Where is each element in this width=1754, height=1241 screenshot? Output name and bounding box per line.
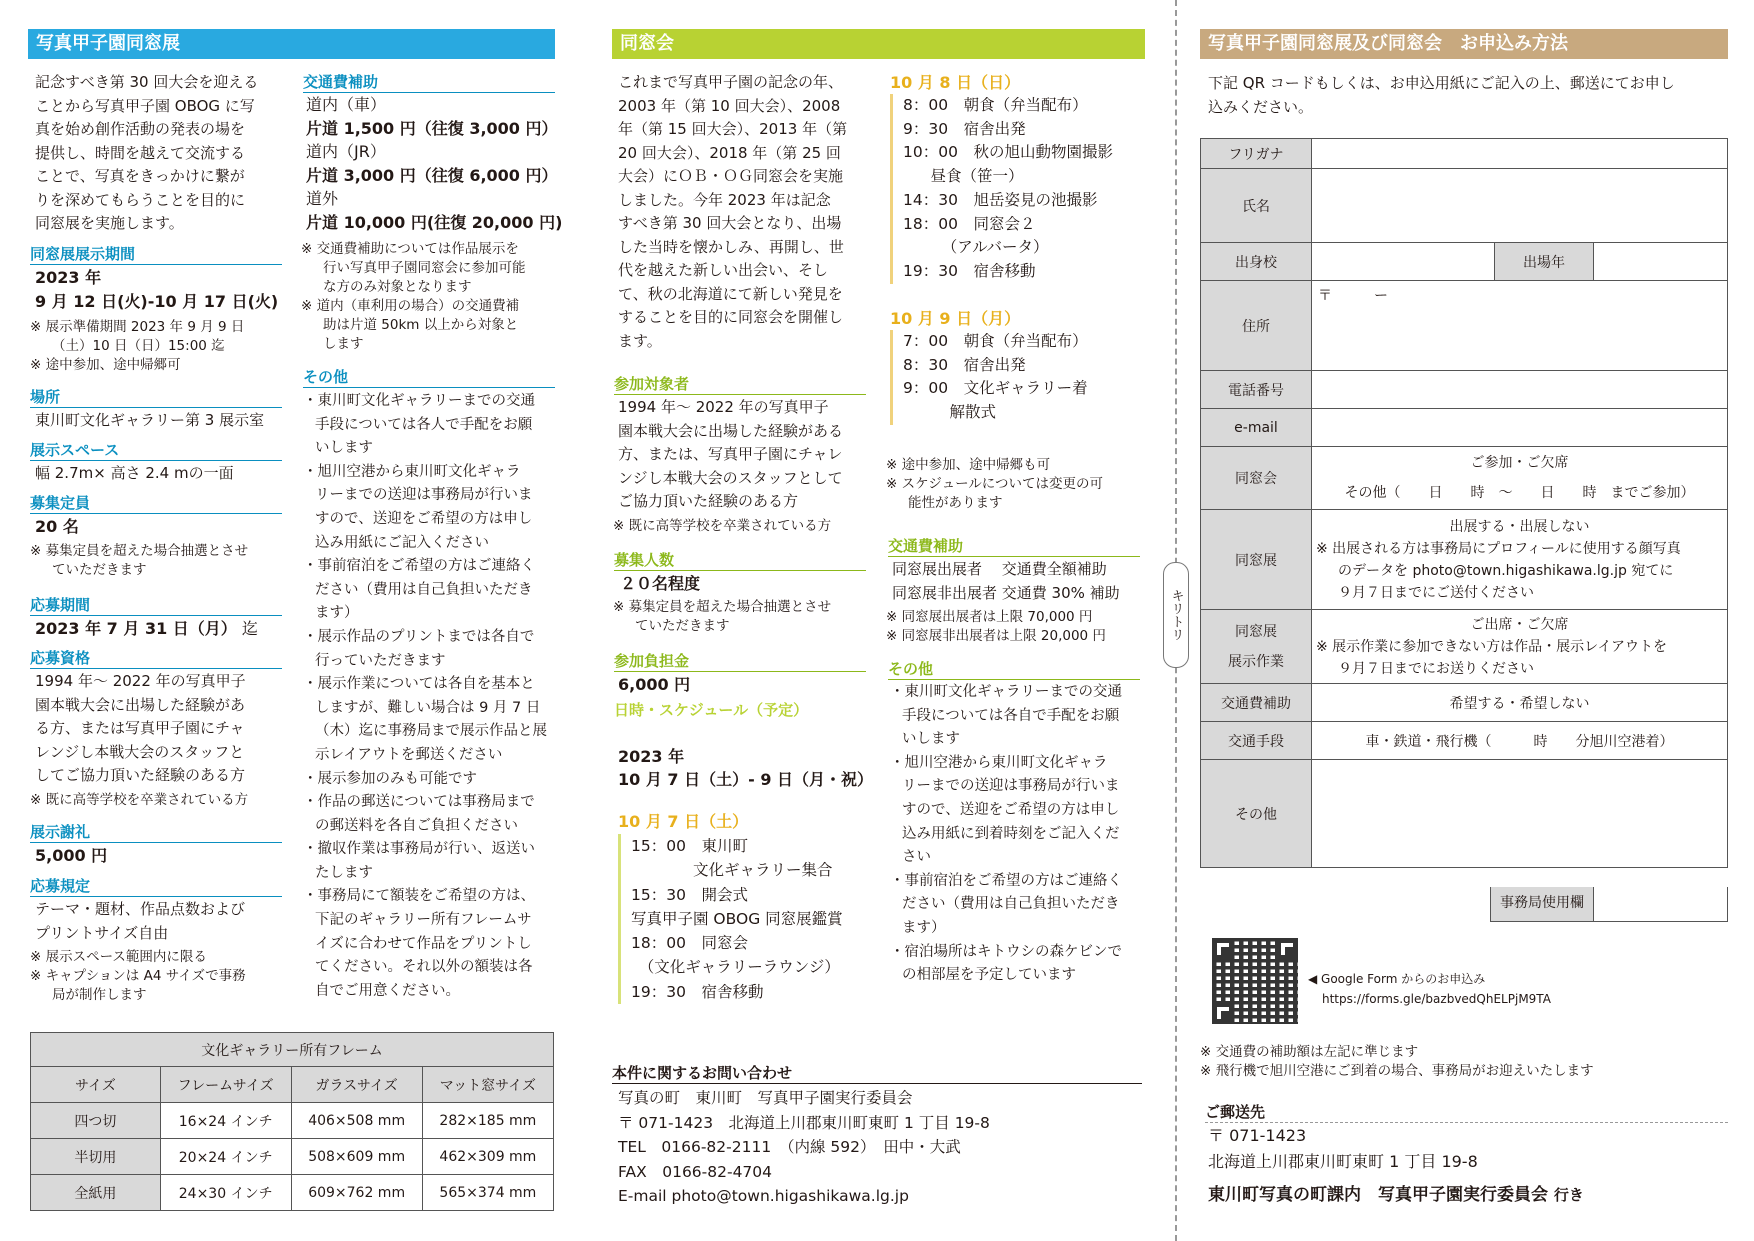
target-line: ご協力頂いた経験のある方 <box>618 492 799 510</box>
table-cell: 508×609 mm <box>291 1139 422 1175</box>
target-text <box>618 396 870 514</box>
trans-options[interactable]: 希望する・希望しない <box>1312 684 1728 722</box>
qr-label: ◀ Google Form からのお申込み <box>1308 972 1486 986</box>
note-line: な方のみ対象となります <box>323 279 472 295</box>
text-line: 手段については各自で手配をお願 <box>902 707 1120 724</box>
frame-col-header: フレームサイズ <box>160 1067 291 1103</box>
period-heading: 同窓展展示期間 <box>30 244 282 265</box>
transport-notes <box>301 240 561 354</box>
work-field[interactable] <box>1312 610 1728 684</box>
period-notes <box>30 318 285 375</box>
transport-item: 道内（車） <box>306 95 387 114</box>
text-line: リーまでの送迎は事務局が行いま <box>902 778 1120 795</box>
other-field[interactable] <box>1312 760 1728 868</box>
text-line: 大会）にＯＢ・ＯＧ同窓会を実施 <box>618 167 844 185</box>
text-line: ・展示作業については各自を基本と <box>303 676 535 693</box>
qualification-text <box>35 670 287 788</box>
text-line: すので、送迎をご希望の方は申し <box>902 801 1120 818</box>
note-line: ※ 道内（車利用の場合）の交通費補 <box>301 298 520 314</box>
place-text: 東川町文化ギャラリー第 3 展示室 <box>35 411 265 429</box>
frame-col-header: サイズ <box>31 1067 161 1103</box>
mail-recipient: 東川町写真の町課内 写真甲子園実行委員会 <box>1208 1185 1548 1205</box>
fee-text: 5,000 円 <box>35 846 108 865</box>
email-field[interactable] <box>1312 409 1728 447</box>
note-line: のデータを photo@town.higashikawa.lg.jp 宛てに <box>1338 562 1674 579</box>
table-cell: 20×24 インチ <box>160 1139 291 1175</box>
mail-address: 北海道上川郡東川町東町 1 丁目 19-8 <box>1208 1152 1478 1171</box>
table-row <box>31 1103 554 1139</box>
mail-heading: ご郵送先 <box>1205 1102 1728 1123</box>
contact-line: 〒 071-1423 北海道上川郡東川町東町 1 丁目 19-8 <box>618 1113 990 1132</box>
text-line: 手段については各人で手配をお願 <box>315 416 533 433</box>
note-line: 行い写真甲子園同窓会に参加可能 <box>323 260 526 276</box>
qualification-heading: 応募資格 <box>30 648 282 669</box>
period-dates: 9 月 12 日(火)-10 月 17 日(火) <box>35 292 279 311</box>
contact-block <box>618 1086 990 1209</box>
work-label-line: 同窓展 <box>1235 623 1277 640</box>
note-line: （土）10 日（日）15:00 迄 <box>52 338 225 354</box>
transport-item: 片道 1,500 円（往復 3,000 円） <box>306 118 558 138</box>
note-line: ※ 同窓展非出展者は上限 20,000 円 <box>886 628 1106 644</box>
day7-schedule <box>618 834 901 1004</box>
other-heading: その他 <box>303 367 555 388</box>
schedule-item: 8：00 朝食（弁当配布） <box>903 96 1088 114</box>
note-line: 局が制作します <box>52 987 147 1003</box>
means-label: 交通手段 <box>1201 722 1312 760</box>
transport-item: 道内（JR） <box>306 142 386 161</box>
exhibit-field[interactable] <box>1312 510 1728 610</box>
other-list <box>303 390 561 1003</box>
target-line: 園本戦大会に出場した経験がある <box>618 421 844 440</box>
schedule-item: 9：00 文化ギャラリー着 <box>903 379 1088 398</box>
intro-line: 提供し、時間を越えて交流する <box>35 143 246 162</box>
number-note <box>613 598 831 636</box>
intro-line: りを深めてもらうことを目的に <box>35 190 246 209</box>
table-row <box>31 1175 554 1211</box>
qualification-note: ※ 既に高等学校を卒業されている方 <box>30 792 249 808</box>
fee-heading: 展示謝礼 <box>30 822 282 843</box>
note-line: ※ 展示作業に参加できない方は作品・展示レイアウトを <box>1316 638 1668 655</box>
table-cell: 四つ切 <box>31 1103 161 1139</box>
note-line: ※ 途中参加、途中帰郷も可 <box>886 457 1051 473</box>
school-label: 出身校 <box>1201 243 1312 281</box>
mail-zip: 〒 071-1423 <box>1208 1126 1307 1145</box>
cost-heading: 参加負担金 <box>614 651 866 672</box>
frame-col-header: マット窓サイズ <box>422 1067 553 1103</box>
text-line: ・展示作品のプリントまでは各自で <box>303 628 535 645</box>
reunion-options[interactable]: ご参加・ご欠席 <box>1470 455 1569 471</box>
contact-line: 写真の町 東川町 写真甲子園実行委員会 <box>618 1089 913 1107</box>
schedule-item: 18：00 同窓会２ <box>903 214 1036 233</box>
capacity-text: 20 名 <box>35 517 79 536</box>
table-cell: 全紙用 <box>31 1175 161 1211</box>
cut-label: キリトリ <box>1163 562 1189 668</box>
text-line: 下記のギャラリー所有フレームサ <box>315 912 532 929</box>
exhibit-label: 同窓展 <box>1201 510 1312 610</box>
text-line: ・展示参加のみも可能です <box>303 770 477 787</box>
note-line: ※ 交通費の補助額は左記に準じます <box>1200 1044 1419 1060</box>
text-line: の郵送料を各自ご負担ください <box>315 817 518 834</box>
qual-line: る方、または写真甲子園にチャ <box>35 719 245 737</box>
transport-item: 同窓展出展者 交通費全額補助 <box>892 560 1107 578</box>
note-line: ※ キャプションは A4 サイズで事務 <box>30 968 246 984</box>
school-field[interactable] <box>1312 243 1495 281</box>
intro-line: 同窓展を実施します。 <box>35 214 184 232</box>
schedule-item: 解散式 <box>903 403 997 422</box>
reunion-transport-heading: 交通費補助 <box>888 536 1140 557</box>
note-line: ※ 出展される方は事務局にプロフィールに使用する顔写真 <box>1316 540 1681 557</box>
note-line: します <box>323 336 364 352</box>
day9-heading: 10 月 9 日（月） <box>890 309 1021 328</box>
means-options[interactable]: 車・鉄道・飛行機（ 時 分旭川空港着） <box>1312 722 1728 760</box>
form-header: 写真甲子園同窓展及び同窓会 お申込み方法 <box>1200 29 1728 59</box>
text-line: 20 回大会）、2018 年（第 25 回 <box>618 143 841 162</box>
transport-item: 片道 3,000 円（往復 6,000 円） <box>306 165 558 185</box>
note-line: ９月７日までにお送りください <box>1338 660 1534 677</box>
note-line: 助は片道 50km 以上から対象と <box>323 317 519 333</box>
frame-table-title: 文化ギャラリー所有フレーム <box>31 1033 554 1067</box>
reunion-other[interactable]: その他（ 日 時 ～ 日 時 までご参加） <box>1344 485 1695 501</box>
schedule-heading: 日時・スケジュール（予定） <box>614 701 809 719</box>
capacity-heading: 募集定員 <box>30 493 282 514</box>
capacity-note <box>30 542 285 580</box>
cost-text: 6,000 円 <box>618 675 691 694</box>
qual-line: してご協力頂いた経験のある方 <box>35 766 246 784</box>
text-line: ます） <box>315 605 359 622</box>
contact-line: E-mail photo@town.higashikawa.lg.jp <box>618 1187 909 1205</box>
intro-line: 記念すべき第 30 回大会を迎える <box>35 73 259 91</box>
text-line: ・事前宿泊をご希望の方はご連絡く <box>303 558 535 575</box>
reunion-header: 同窓会 <box>612 29 1145 59</box>
table-cell: 609×762 mm <box>291 1175 422 1211</box>
text-line: ます。 <box>618 331 662 350</box>
schedule-item: 19：30 宿舎移動 <box>903 261 1036 280</box>
work-options[interactable]: ご出席・ご欠席 <box>1470 616 1569 633</box>
transport-item: 同窓展非出展者 交通費 30% 補助 <box>892 583 1120 602</box>
apply-text <box>35 617 258 641</box>
other-label: その他 <box>1201 760 1312 868</box>
schedule-dates: 10 月 7 日（土）- 9 日（月・祝） <box>618 770 874 789</box>
text-line: ・作品の郵送については事務局まで <box>303 794 535 811</box>
text-line: ・東川町文化ギャラリーまでの交通 <box>890 684 1122 700</box>
office-use-box <box>1490 887 1728 922</box>
schedule-item: 写真甲子園 OBOG 同窓展鑑賞 <box>631 909 843 928</box>
furigana-field[interactable] <box>1312 139 1728 169</box>
text-line: 2003 年（第 10 回大会）、2008 <box>618 96 841 115</box>
apply-heading: 応募期間 <box>30 595 282 616</box>
frame-table <box>30 1032 554 1211</box>
reunion-transport-notes <box>886 608 1106 646</box>
text-line: ます） <box>902 919 946 936</box>
day7-heading: 10 月 7 日（土） <box>618 812 749 831</box>
text-line: さい <box>902 849 931 866</box>
note-line: ※ 途中参加、途中帰郷可 <box>30 357 181 373</box>
text-line: ・東川町文化ギャラリーまでの交通 <box>303 393 535 409</box>
year-label: 出場年 <box>1495 243 1594 281</box>
number-text: ２０名程度 <box>620 574 701 593</box>
table-cell: 406×508 mm <box>291 1103 422 1139</box>
schedule-item: （アルバータ） <box>903 238 1049 257</box>
contact-line: TEL 0166-82-2111 （内線 592） 田中・大武 <box>618 1138 961 1156</box>
intro-line: ことで、写真をきっかけに繋が <box>35 167 245 185</box>
day8-heading: 10 月 8 日（日） <box>890 73 1021 92</box>
rules-text <box>35 898 245 945</box>
text-line: 込み用紙にご記入ください <box>315 534 489 551</box>
text-line: 行っていただきます <box>315 652 446 669</box>
apply-date: 2023 年 7 月 31 日（月） <box>35 619 237 638</box>
intro-line: 真を始め創作活動の発表の場を <box>35 120 246 138</box>
schedule-item: 19：30 宿舎移動 <box>631 982 764 1001</box>
schedule-year: 2023 年 <box>618 747 685 766</box>
note-line: ※ 展示スペース範囲内に限る <box>30 949 207 965</box>
text-line: ・撤収作業は事務局が行い、返送い <box>303 841 535 858</box>
text-line: ・旭川空港から東川町文化ギャラ <box>890 754 1108 771</box>
zip-mark: 〒 ー <box>1318 288 1388 304</box>
frame-col-header: ガラスサイズ <box>291 1067 422 1103</box>
schedule-notes <box>886 456 1151 513</box>
note-line: ※ 募集定員を超えた場合抽選とさせ <box>613 599 832 615</box>
text-line: いします <box>315 440 373 457</box>
exhibition-intro <box>35 71 285 236</box>
note-line: ていただきます <box>52 562 147 578</box>
intro-line: ことから写真甲子園 OBOG に写 <box>35 96 255 115</box>
table-row <box>31 1139 554 1175</box>
footer-notes <box>1200 1043 1594 1081</box>
schedule-item: 14：30 旭岳姿見の池撮影 <box>903 190 1098 209</box>
intro-line: 込みください。 <box>1208 97 1314 116</box>
note-line: ※ 募集定員を超えた場合抽選とさせ <box>30 543 249 559</box>
note-line: ９月７日までにご送付ください <box>1338 584 1534 601</box>
text-line: 自でご用意ください。 <box>315 982 460 999</box>
text-line: リーまでの送迎は事務局が行いま <box>315 487 533 504</box>
text-line: （木）迄に事務局まで展示作品と展 <box>315 723 547 740</box>
apply-suffix: 迄 <box>241 619 258 638</box>
year-field[interactable] <box>1594 243 1728 281</box>
target-heading: 参加対象者 <box>614 374 866 395</box>
rule-line: プリントサイズ自由 <box>35 923 169 942</box>
qual-line: 園本戦大会に出場した経験があ <box>35 695 246 714</box>
text-line: これまで写真甲子園の記念の年、 <box>618 73 844 91</box>
rules-heading: 応募規定 <box>30 876 282 897</box>
target-note: ※ 既に高等学校を卒業されている方 <box>613 518 832 534</box>
rule-line: テーマ・題材、作品点数および <box>35 900 246 918</box>
text-line: すので、送迎をご希望の方は申し <box>315 510 533 527</box>
table-cell: 462×309 mm <box>422 1139 553 1175</box>
reunion-transport-text <box>892 558 1120 605</box>
number-heading: 募集人数 <box>614 550 866 571</box>
intro-line: 下記 QR コードもしくは、お申込用紙にご記入の上、郵送にてお申し <box>1208 74 1675 92</box>
target-line: 方、または、写真甲子園にチャレ <box>618 445 843 463</box>
exhibition-header: 写真甲子園同窓展 <box>28 29 555 59</box>
text-line: 年（第 15 回大会）、2013 年（第 <box>618 120 848 138</box>
text-line: たします <box>315 864 373 881</box>
transport-heading: 交通費補助 <box>303 72 555 93</box>
text-line: ・旭川空港から東川町文化ギャラ <box>303 463 521 480</box>
day8-schedule <box>890 94 1163 284</box>
schedule-item: 18：00 同窓会 <box>631 934 748 953</box>
transport-list <box>306 93 562 234</box>
text-line: した当時を懐かしみ、再開し、世 <box>618 237 844 256</box>
table-cell: 282×185 mm <box>422 1103 553 1139</box>
work-label-line: 展示作業 <box>1228 653 1284 670</box>
qr-url[interactable]: https://forms.gle/bazbvedQhELPjM9TA <box>1322 992 1551 1006</box>
phone-field[interactable] <box>1312 371 1728 409</box>
table-cell: 半切用 <box>31 1139 161 1175</box>
target-line: ンジし本戦大会のスタッフとして <box>618 468 843 487</box>
schedule-item: 10：00 秋の旭山動物園撮影 <box>903 143 1113 162</box>
address-field[interactable] <box>1312 281 1728 371</box>
text-line: しますが、難しい場合は 9 月 7 日 <box>315 699 541 716</box>
text-line: 示レイアウトを郵送ください <box>315 746 503 763</box>
text-line: ・事務局にて額装をご希望の方は、 <box>303 888 535 905</box>
qual-line: 1994 年～ 2022 年の写真甲子 <box>35 672 246 690</box>
table-cell: 24×30 インチ <box>160 1175 291 1211</box>
exhibit-options[interactable]: 出展する・出展しない <box>1449 518 1590 535</box>
email-label: e-mail <box>1201 409 1312 447</box>
note-line: ※ 交通費補助については作品展示を <box>301 241 519 257</box>
table-cell: 565×374 mm <box>422 1175 553 1211</box>
note-line: ※ 同窓展出展者は上限 70,000 円 <box>886 609 1093 625</box>
rules-notes <box>30 948 285 1005</box>
qual-line: レンジし本戦大会のスタッフと <box>35 742 245 761</box>
furigana-label: フリガナ <box>1201 139 1312 169</box>
text-line: ・事前宿泊をご希望の方はご連絡く <box>890 872 1122 889</box>
qr-code-icon[interactable] <box>1212 938 1298 1024</box>
mail-suffix: 行き <box>1553 1186 1584 1204</box>
note-line: ※ 展示準備期間 2023 年 9 月 9 日 <box>30 319 245 335</box>
schedule-item: 文化ギャラリー集合 <box>631 861 833 880</box>
schedule-item: 15：00 東川町 <box>631 837 748 855</box>
schedule-item: 15：30 開会式 <box>631 885 748 904</box>
trans-label: 交通費補助 <box>1201 684 1312 722</box>
name-field[interactable] <box>1312 169 1728 243</box>
schedule-item: （文化ギャラリーラウンジ） <box>631 958 840 977</box>
transport-item: 片道 10,000 円(往復 20,000 円) <box>306 212 563 232</box>
note-line: ※ スケジュールについては変更の可 <box>886 476 1104 492</box>
phone-label: 電話番号 <box>1201 371 1312 409</box>
note-line: ていただきます <box>635 618 730 634</box>
text-line: の相部屋を予定しています <box>902 967 1076 984</box>
contact-line: FAX 0166-82-4704 <box>618 1162 773 1181</box>
reunion-other-heading: その他 <box>888 659 1140 680</box>
text-line: いします <box>902 731 960 748</box>
schedule-item: 8：30 宿舎出発 <box>903 355 1026 374</box>
text-line: イズに合わせて作品をプリントし <box>315 935 532 952</box>
reunion-label: 同窓会 <box>1201 447 1312 510</box>
text-line: て、秋の北海道にて新しい発見を <box>618 284 843 303</box>
note-line: 能性があります <box>908 495 1003 511</box>
schedule-item: 昼食（笹一） <box>915 167 1024 186</box>
transport-item: 道外 <box>306 189 339 208</box>
mail-to <box>1208 1180 1584 1205</box>
note-line: ※ 飛行機で旭川空港にご到着の場合、事務局がお迎えいたします <box>1200 1063 1594 1079</box>
contact-heading: 本件に関するお問い合わせ <box>612 1063 1142 1084</box>
day9-schedule <box>890 330 1163 425</box>
table-cell: 16×24 インチ <box>160 1103 291 1139</box>
schedule-item: 7：00 朝食（弁当配布） <box>903 332 1088 350</box>
name-label: 氏名 <box>1201 169 1312 243</box>
address-label: 住所 <box>1201 281 1312 371</box>
schedule-item: 9：30 宿舎出発 <box>903 119 1026 138</box>
text-line: ださい（費用は自己負担いただき <box>315 581 533 598</box>
period-year: 2023 年 <box>35 268 102 287</box>
office-use-label: 事務局使用欄 <box>1491 887 1594 921</box>
reunion-intro <box>618 71 868 353</box>
text-line: ・宿泊場所はキトウシの森ケビンで <box>890 943 1122 960</box>
space-heading: 展示スペース <box>30 440 282 461</box>
place-heading: 場所 <box>30 387 282 408</box>
reunion-field[interactable] <box>1312 447 1728 510</box>
text-line: てください。それ以外の額装は各 <box>315 959 533 976</box>
work-label <box>1201 610 1312 684</box>
text-line: しました。今年 2023 年は記念 <box>618 190 831 209</box>
text-line: すべき第 30 回大会となり、出場 <box>618 214 842 232</box>
text-line: ださい（費用は自己負担いただき <box>902 896 1120 913</box>
form-intro <box>1208 72 1728 119</box>
text-line: 代を越えた新しい出会い、そし <box>618 261 829 279</box>
space-text: 幅 2.7m× 高さ 2.4 mの一面 <box>35 464 234 482</box>
reunion-other-list <box>890 681 1152 988</box>
target-line: 1994 年～ 2022 年の写真甲子 <box>618 398 829 416</box>
application-form <box>1200 138 1728 868</box>
text-line: することを目的に同窓会を開催し <box>618 308 844 326</box>
text-line: 込み用紙に到着時刻をご記入くだ <box>902 825 1120 842</box>
